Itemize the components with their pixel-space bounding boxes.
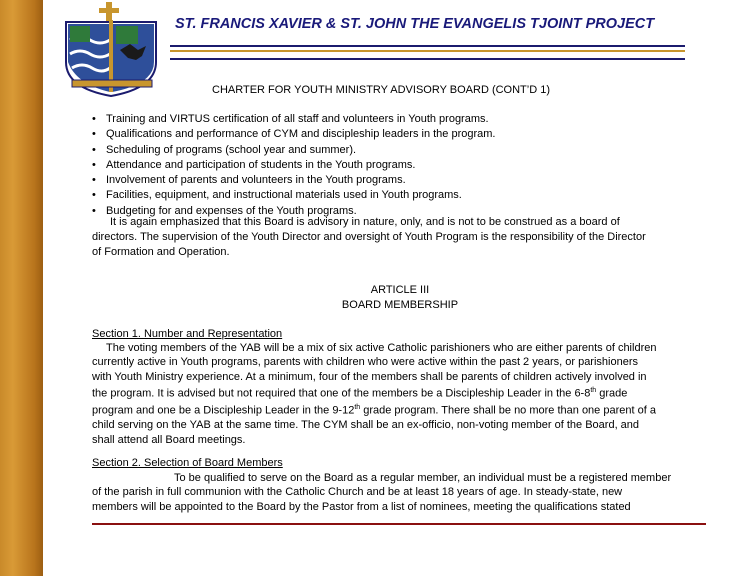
body-line-part: grade xyxy=(596,387,628,400)
project-title: ST. FRANCIS XAVIER & ST. JOHN THE EVANGELIS TJOINT PROJECT xyxy=(175,16,655,32)
body-line xyxy=(92,384,714,401)
section-2-body xyxy=(92,471,714,514)
body-line: currently active in Youth programs, parents with children who were active within the past 2 years, or parishioners xyxy=(92,356,638,369)
body-line: The voting members of the YAB will be a mix of six active Catholic parishioners who are either parents of children xyxy=(106,342,657,354)
body-line xyxy=(92,401,714,418)
header-rule-gold xyxy=(170,50,685,52)
list-item: • Attendance and participation of students in the Youth programs. xyxy=(92,158,495,173)
body-line: To be qualified to serve on the Board as a regular member, an individual must be a registered member xyxy=(174,472,672,484)
section-1-body xyxy=(92,341,714,447)
parish-crest-logo xyxy=(58,0,166,100)
charter-title: CHARTER FOR YOUTH MINISTRY ADVISORY BOARD (CONT’D 1) xyxy=(212,84,550,96)
paragraph-line: of Formation and Operation. xyxy=(92,246,230,258)
body-line: with Youth Ministry experience. At a minimum, four of the members shall be parents of children actively involved in xyxy=(92,370,647,383)
list-item: • Budgeting for and expenses of the Youth programs. xyxy=(92,204,495,219)
superscript: th xyxy=(590,387,597,395)
paragraph-line: It is again emphasized that this Board is advisory in nature, only, and is not to be construed as a board of xyxy=(110,216,620,228)
article-number: ARTICLE III xyxy=(370,284,430,296)
header-rule-navy-bottom xyxy=(170,58,685,60)
advisory-paragraph xyxy=(92,215,716,260)
paragraph-line: directors. The supervision of the Youth Director and oversight of Youth Program is the responsibility of the Director xyxy=(92,231,646,243)
list-item: • Training and VIRTUS certification of all staff and volunteers in Youth programs. xyxy=(92,112,495,127)
body-line: shall attend all Board meetings. xyxy=(92,433,246,446)
section-1-heading: Section 1. Number and Representation xyxy=(92,328,283,340)
body-line-part: the program. It is advised but not required that one of the members be a Discipleship Leader in the 6-8 xyxy=(92,387,591,400)
list-item: • Qualifications and performance of CYM and discipleship leaders in the program. xyxy=(92,127,495,142)
superscript: th xyxy=(354,404,361,412)
body-line-part: program and one be a Discipleship Leader in the 9-12 xyxy=(92,404,355,417)
article-title: BOARD MEMBERSHIP xyxy=(341,299,459,311)
body-line: child serving on the YAB at the same time. The CYM shall be an ex-officio, non-voting member of the Board, and xyxy=(92,419,640,432)
list-item: • Facilities, equipment, and instructional materials used in Youth programs. xyxy=(92,188,495,203)
header-rule-navy-top xyxy=(170,45,685,47)
body-line-part: grade program. There shall be no more than one parent of a xyxy=(360,404,656,417)
responsibility-list xyxy=(92,112,495,219)
list-item: • Involvement of parents and volunteers in the Youth programs. xyxy=(92,173,495,188)
list-item: • Scheduling of programs (school year and summer). xyxy=(92,143,495,158)
section-2-heading: Section 2. Selection of Board Members xyxy=(92,457,283,469)
left-accent-bar xyxy=(0,0,43,576)
body-line: members will be appointed to the Board by the Pastor from a list of nominees, meeting the qualifications stated xyxy=(92,500,631,513)
footer-rule xyxy=(92,523,706,525)
body-line: of the parish in full communion with the Catholic Church and be at least 18 years of age. In steady-state, new xyxy=(92,486,623,499)
